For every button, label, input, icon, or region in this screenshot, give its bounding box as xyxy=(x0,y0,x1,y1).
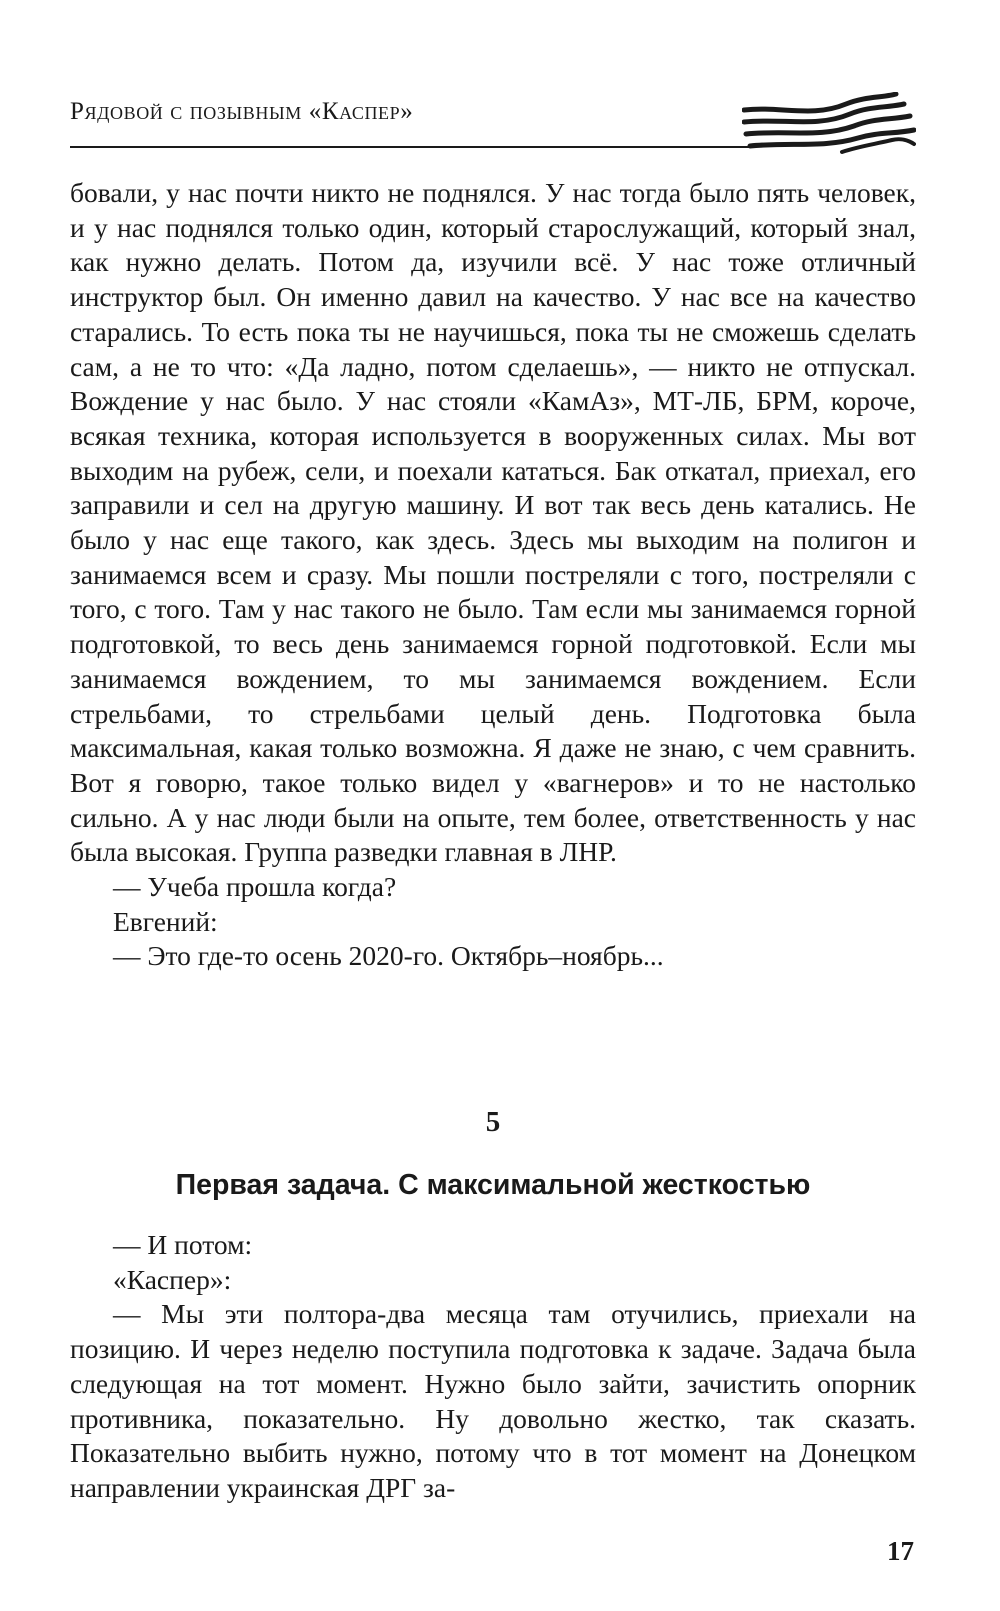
paragraph: — Это где-то осень 2020-го. Октябрь–ноябрь... xyxy=(113,940,664,972)
paragraph: — И потом: xyxy=(113,1229,253,1260)
ribbon-emblem-icon xyxy=(742,92,916,156)
running-header xyxy=(70,92,916,156)
chapter-title: Первая задача. С максимальной жесткостью xyxy=(175,1169,811,1201)
running-title: Рядовой с позывным «Каспер» xyxy=(70,98,414,125)
body-text-top xyxy=(70,176,916,974)
header-rule xyxy=(70,146,752,148)
paragraph: бовали, у нас почти никто не поднялся. У нас тогда было пять человек, и у нас поднялся только один, который старослужащий, который знал, как нужно делать. Потом да, изучили всё. У нас тоже отличный инструктор был. Он именно давил на качество. У нас все на качество старались. То есть пока ты не научишься, пока ты не сможешь сделать сам, а не то что: «Да ладно, потом сделаешь», — никто не отпускал. Вождение у нас было. У нас стояли «КамАз», МТ-ЛБ, БРМ, короче, всякая техника, которая используется в вооруженных силах. Мы вот выходим на рубеж, сели, и поехали кататься. Бак откатал, приехал, его заправили и сел на другую машину. И вот так весь день катались. Не было у нас еще такого, как здесь. Здесь мы выходим на полигон и занимаемся всем и сразу. Мы пошли постреляли с того, постреляли с того, с того. Там у нас такого не было. Там если мы занимаемся горной подготовкой, то весь день занимаемся горной подготовкой. Если мы занимаемся вождением, то мы занимаемся вождением. Если стрельбами, то стрельбами целый день. Подготовка была максимальная, какая только возможна. Я даже не знаю, с чем сравнить. Вот я говорю, такое только видел у «вагнеров» и то не настолько сильно. А у нас люди были на опыте, тем более, ответственность у нас была высокая. Группа разведки главная в ЛНР. xyxy=(70,177,916,868)
paragraph: — Учеба прошла когда? xyxy=(113,871,397,903)
paragraph: — Мы эти полтора-два месяца там отучились, приехали на позицию. И через неделю поступила подготовка к задаче. Задача была следующая на тот момент. Нужно было зайти, зачистить опорник противника, показательно. Ну довольно жестко, так сказать. Показательно выбить нужно, потому что в тот момент на Донецком направлении украинская ДРГ за- xyxy=(70,1298,916,1503)
paragraph: «Каспер»: xyxy=(113,1263,232,1295)
body-text-bottom xyxy=(70,1228,916,1506)
paragraph: Евгений: xyxy=(113,905,218,937)
chapter-number: 5 xyxy=(485,1106,501,1138)
page-number: 17 xyxy=(887,1536,914,1566)
